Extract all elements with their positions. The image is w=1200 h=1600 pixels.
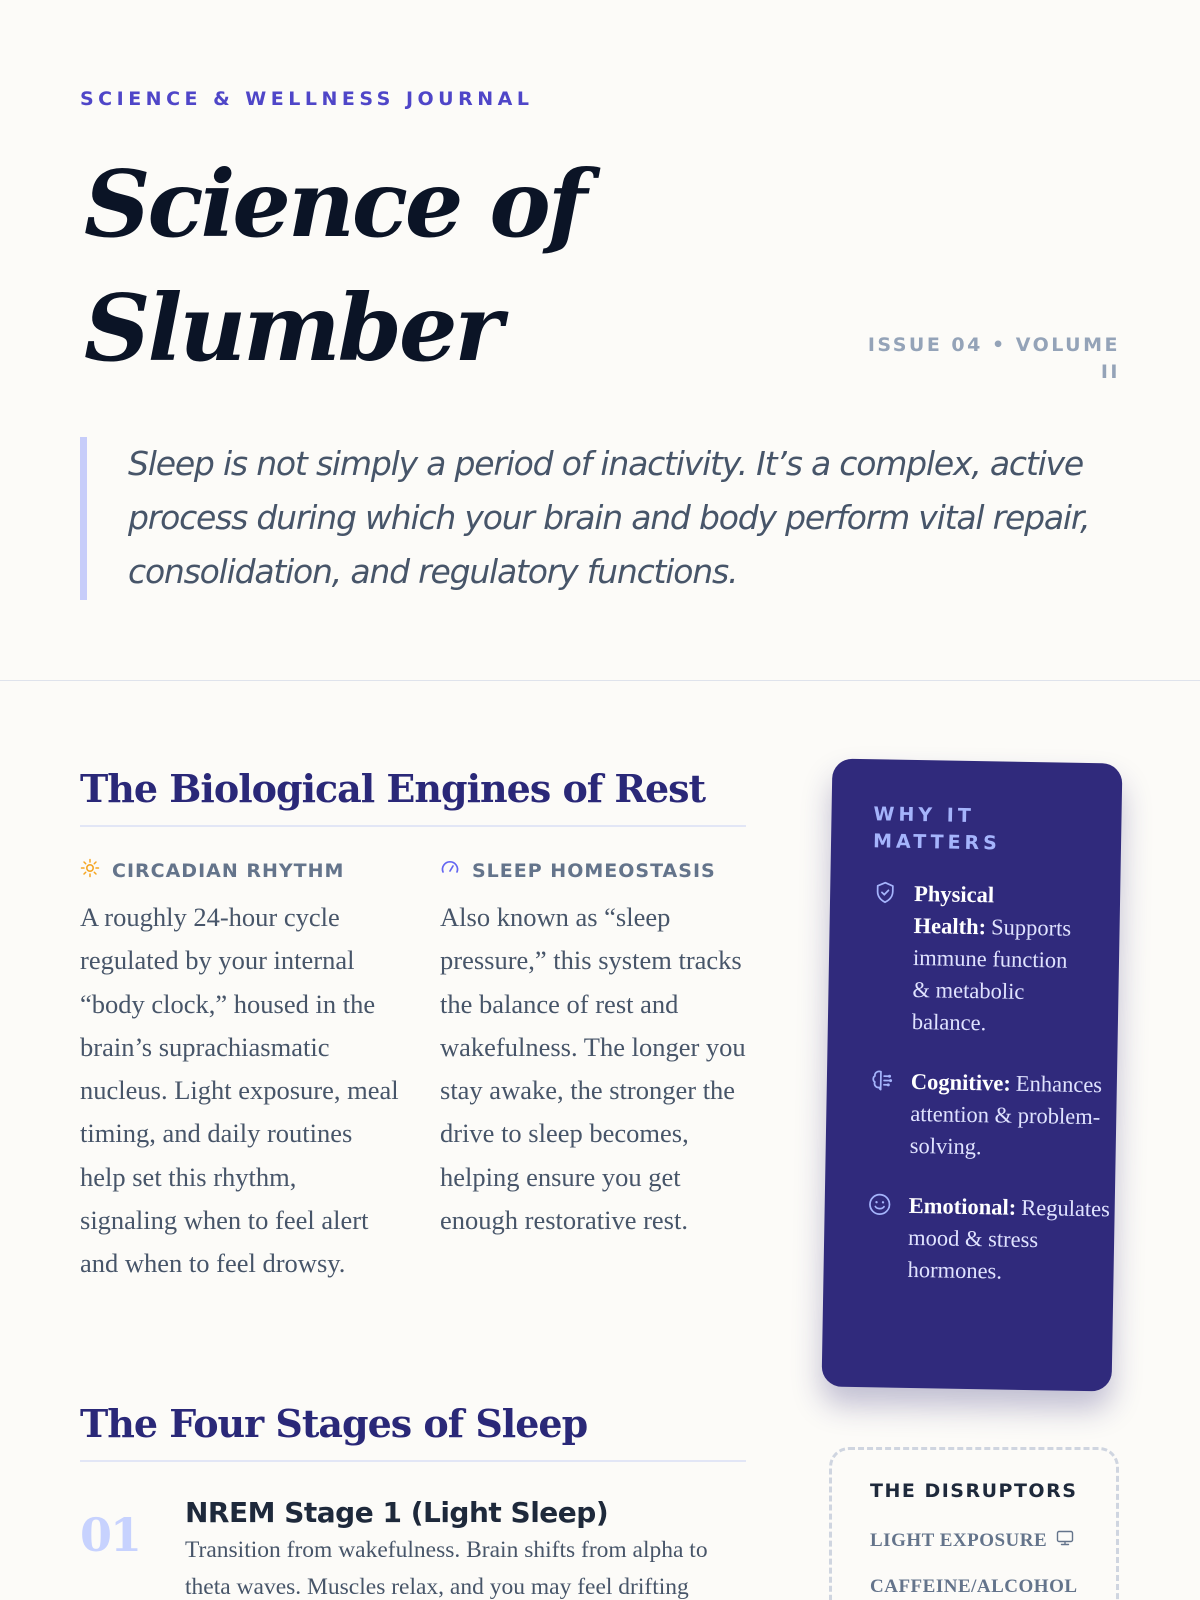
disruptors-card xyxy=(829,1447,1119,1600)
page-title: Science of Slumber xyxy=(84,150,585,382)
homeostasis-body: Also known as “sleep pressure,” this system tracks the balance of rest and wakefulness. The longer you stay awake, the stronger the drive to sleep becomes, helping ensure you get enough restorative rest. xyxy=(440,902,746,1236)
why-item-label: Cognitive: xyxy=(910,1068,1012,1096)
section-divider xyxy=(0,680,1200,681)
issue-label: ISSUE 04 • VOLUME II xyxy=(867,334,1120,383)
why-it-matters-title: WHY IT MATTERS xyxy=(872,803,1002,855)
why-item-text: Regulates mood & stress hormones. xyxy=(907,1194,1111,1284)
homeostasis-heading-label: SLEEP HOMEOSTASIS xyxy=(472,859,716,882)
why-item-emotional xyxy=(865,1189,1111,1289)
why-it-matters-card xyxy=(822,759,1123,1392)
why-item-cognitive xyxy=(867,1065,1103,1165)
stage-title: NREM Stage 1 (Light Sleep) xyxy=(185,1496,609,1529)
engines-heading: The Biological Engines of Rest xyxy=(80,766,746,827)
brain-icon xyxy=(867,1065,895,1161)
monitor-icon xyxy=(1055,1528,1075,1554)
circadian-heading xyxy=(80,858,344,883)
why-item-text: Supports immune function & metabolic balance. xyxy=(911,914,1072,1036)
shield-icon xyxy=(870,877,899,1037)
circadian-heading-label: CIRCADIAN RHYTHM xyxy=(112,859,345,882)
why-item-label: Physical Health: xyxy=(913,880,995,940)
disruptor-label: LIGHT EXPOSURE xyxy=(870,1530,1048,1551)
circadian-body: A roughly 24-hour cycle regulated by your internal “body clock,” housed in the brain’s suprachiasmatic nucleus. Light exposure, meal timing, and daily routines help set this rhythm, signaling when to feel alert and when to feel drowsy. xyxy=(80,902,399,1279)
homeostasis-heading xyxy=(440,858,716,883)
journal-kicker: SCIENCE & WELLNESS JOURNAL xyxy=(80,88,534,110)
stage-description: Transition from wakefulness. Brain shifts from alpha to theta waves. Muscles relax, and you may feel drifting xyxy=(185,1537,708,1600)
smile-icon xyxy=(865,1189,893,1285)
intro-quote xyxy=(80,437,1120,600)
why-item-physical xyxy=(870,877,1083,1041)
sun-icon xyxy=(80,858,100,883)
why-item-text: Enhances attention & problem-solving. xyxy=(909,1070,1103,1160)
gauge-icon xyxy=(440,858,460,883)
stages-heading: The Four Stages of Sleep xyxy=(80,1401,746,1462)
disruptors-title: THE DISRUPTORS xyxy=(870,1480,1078,1502)
stage-number: 01 xyxy=(80,1508,141,1562)
why-item-label: Emotional: xyxy=(908,1192,1017,1220)
disruptor-item xyxy=(870,1528,1078,1554)
disruptor-item xyxy=(870,1576,1078,1598)
intro-quote-text: Sleep is not simply a period of inactivity. It’s a complex, active process during which your brain and body perform vital repair, consolidation, and regulatory functions. xyxy=(128,444,1090,591)
disruptor-label: CAFFEINE/ALCOHOL xyxy=(870,1576,1078,1597)
